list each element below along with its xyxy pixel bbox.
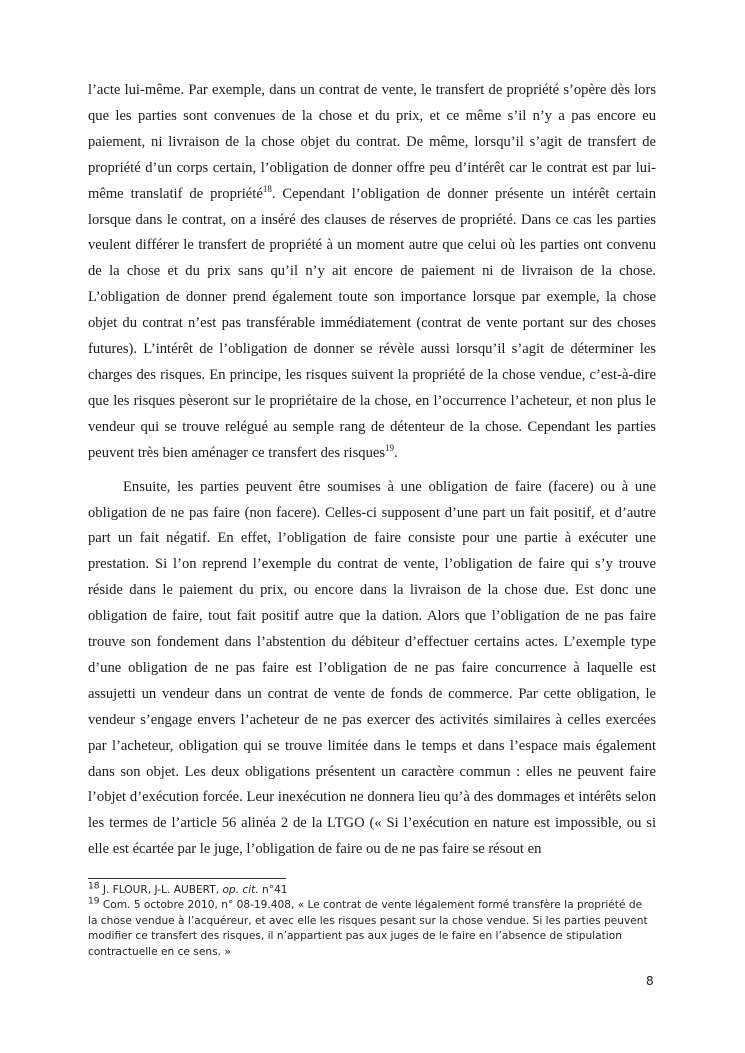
footnote-ref-18[interactable]: 18	[262, 183, 272, 194]
footnote-ref-19[interactable]: 19	[385, 442, 395, 453]
footnote-18-authors: J. FLOUR, J-L. AUBERT,	[99, 884, 223, 896]
document-body	[88, 78, 656, 863]
footnote-19	[88, 898, 648, 960]
footnote-separator	[88, 878, 286, 879]
footnote-18-citation: op. cit.	[222, 884, 259, 896]
paragraph-1-text-b: . Cependant l’obligation de donner présente un intérêt certain lorsque dans le contrat, on a inséré des clauses de réserves de propriété. Dans ce cas les parties veulent différer le transfert de propriété à un moment autre que celui où les parties ont convenu de la chose et du prix sans qu’il n’y ait encore de paiement ni de livraison de la chose. L’obligation de donner prend également toute son importance lorsque par exemple, la chose objet du contrat n’est pas transférable immédiatement (contrat de vente portant sur des choses futures). L’intérêt de l’obligation de donner se révèle aussi lorsqu’il s’agit de déterminer les charges des risques. En principe, les risques suivent la propriété de la chose vendue, c’est-à-dire que les risques pèseront sur le propriétaire de la chose, en l’occurrence l’acheteur, et non plus le vendeur qui se trouve relégué au semple rang de détenteur de la chose. Cependant les parties peuvent très bien aménager ce transfert des risques	[88, 185, 657, 461]
paragraph-1-text-c: .	[394, 444, 398, 461]
paragraph-1-text-a: l’acte lui-même. Par exemple, dans un contrat de vente, le transfert de propriété s’opère dès lors que les parties sont convenues de la chose et du prix, et ce même s’il n’y a pas encore eu paiement, ni livraison de la chose objet du contrat. De même, lorsqu’il s’agit de transfert de propriété d’un corps certain, l’obligation de donner offre peu d’intérêt car le contrat est par lui-même translatif de propriété	[88, 82, 656, 202]
footnote-18-ref: n°41	[258, 884, 288, 896]
paragraph-2: Ensuite, les parties peuvent être soumises à une obligation de faire (facere) ou à une obligation de ne pas faire (non facere). Celles-ci supposent d’une part un fait positif, et d’autre part un fait négatif. En effet, l’obligation de faire consiste pour une partie à exécuter une prestation. Si l’on reprend l’exemple du contrat de vente, l’obligation de faire qui s’y trouve réside dans le paiement du prix, ou encore dans la livraison de la chose due. Est donc une obligation de faire, tout fait positif autre que la dation. Alors que l’obligation de ne pas faire trouve son fondement dans l’abstention du débiteur d’effectuer certains actes. L’exemple type d’une obligation de ne pas faire est l’obligation de ne pas faire concurrence à laquelle est assujetti un vendeur dans un contrat de vente de fonds de commerce. Par cette obligation, le vendeur s’engage envers l’acheteur de ne pas exercer des activités similaires à celles exercées par l’acheteur, obligation qui se trouve limitée dans le temps et dans l’espace mais également dans son objet. Les deux obligations présentent un caractère commun : elles ne peuvent faire l’objet d’exécution forcée. Leur inexécution ne donnera lieu qu’à des dommages et intérêts selon les termes de l’article 56 alinéa 2 de la LTGO (« Si l’exécution en nature est impossible, ou si elle est écartée par le juge, l’obligation de faire ou de ne pas faire se résout en	[88, 478, 656, 858]
footnote-19-text: Com. 5 octobre 2010, n° 08-19.408, « Le contrat de vente légalement formé transfère la propriété de la chose vendue à l’acquéreur, et avec elle les risques pesant sur la chose vendue. Si les parties peuvent modifier ce transfert des risques, il n’appartient pas aux juges de le faire en l’absence de stipulation contractuelle en ce sens. »	[88, 899, 648, 958]
page-number: 8	[646, 974, 654, 988]
footnote-18-number: 18	[88, 881, 100, 892]
footnote-19-number: 19	[88, 896, 100, 907]
footnote-18	[88, 883, 648, 898]
paragraph-1	[88, 78, 656, 467]
footnotes	[88, 883, 648, 960]
